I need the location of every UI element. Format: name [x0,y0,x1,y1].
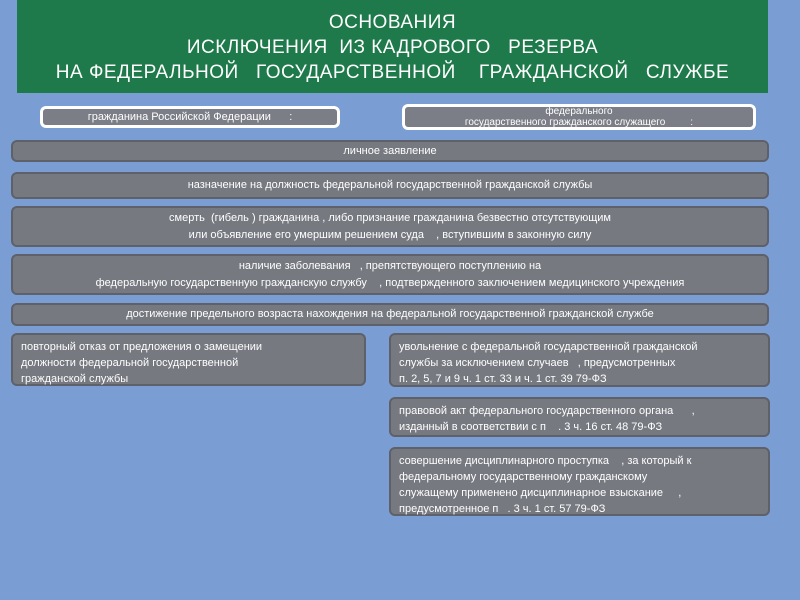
ground-personal-application: личное заявление [11,140,769,162]
ground-appointment: назначение на должность федеральной государственной гражданской службы [11,172,769,199]
header-civil-servant: федерального государственного гражданского служащего : [402,104,756,130]
ground-legal-act: правовой акт федерального государственного органа , изданный в соответствии с п . 3 ч. 16 ст. 48 79-ФЗ [389,397,770,437]
ground-disciplinary-offense: совершение дисциплинарного проступка , за который к федеральному государственному гражданскому служащему применено дисциплинарное взыскание , предусмотренное п . 3 ч. 1 ст. 57 79-ФЗ [389,447,770,516]
header-citizen: гражданина Российской Федерации : [40,106,340,128]
ground-dismissal: увольнение с федеральной государственной гражданской службы за исключением случаев , предусмотренных п. 2, 5, 7 и 9 ч. 1 ст. 33 и ч. 1 ст. 39 79-ФЗ [389,333,770,387]
ground-repeated-refusal: повторный отказ от предложения о замещении должности федеральной государственной гражданской службы [11,333,366,386]
ground-death: смерть (гибель ) гражданина , либо признание гражданина безвестно отсутствующим или объявление его умершим решением суда , вступившим в законную силу [11,206,769,247]
title-line-3: НА ФЕДЕРАЛЬНОЙ ГОСУДАРСТВЕННОЙ ГРАЖДАНСКОЙ СЛУЖБЕ [55,62,730,83]
ground-illness: наличие заболевания , препятствующего поступлению на федеральную государственную гражданскую службу , подтвержденного заключением медицинского учреждения [11,254,769,295]
title-banner [17,0,768,93]
title-line-2: ИСКЛЮЧЕНИЯ ИЗ КАДРОВОГО РЕЗЕРВА [186,37,599,58]
ground-age-limit: достижение предельного возраста нахождения на федеральной государственной гражданской службе [11,303,769,326]
title-line-1: ОСНОВАНИЯ [328,12,457,33]
